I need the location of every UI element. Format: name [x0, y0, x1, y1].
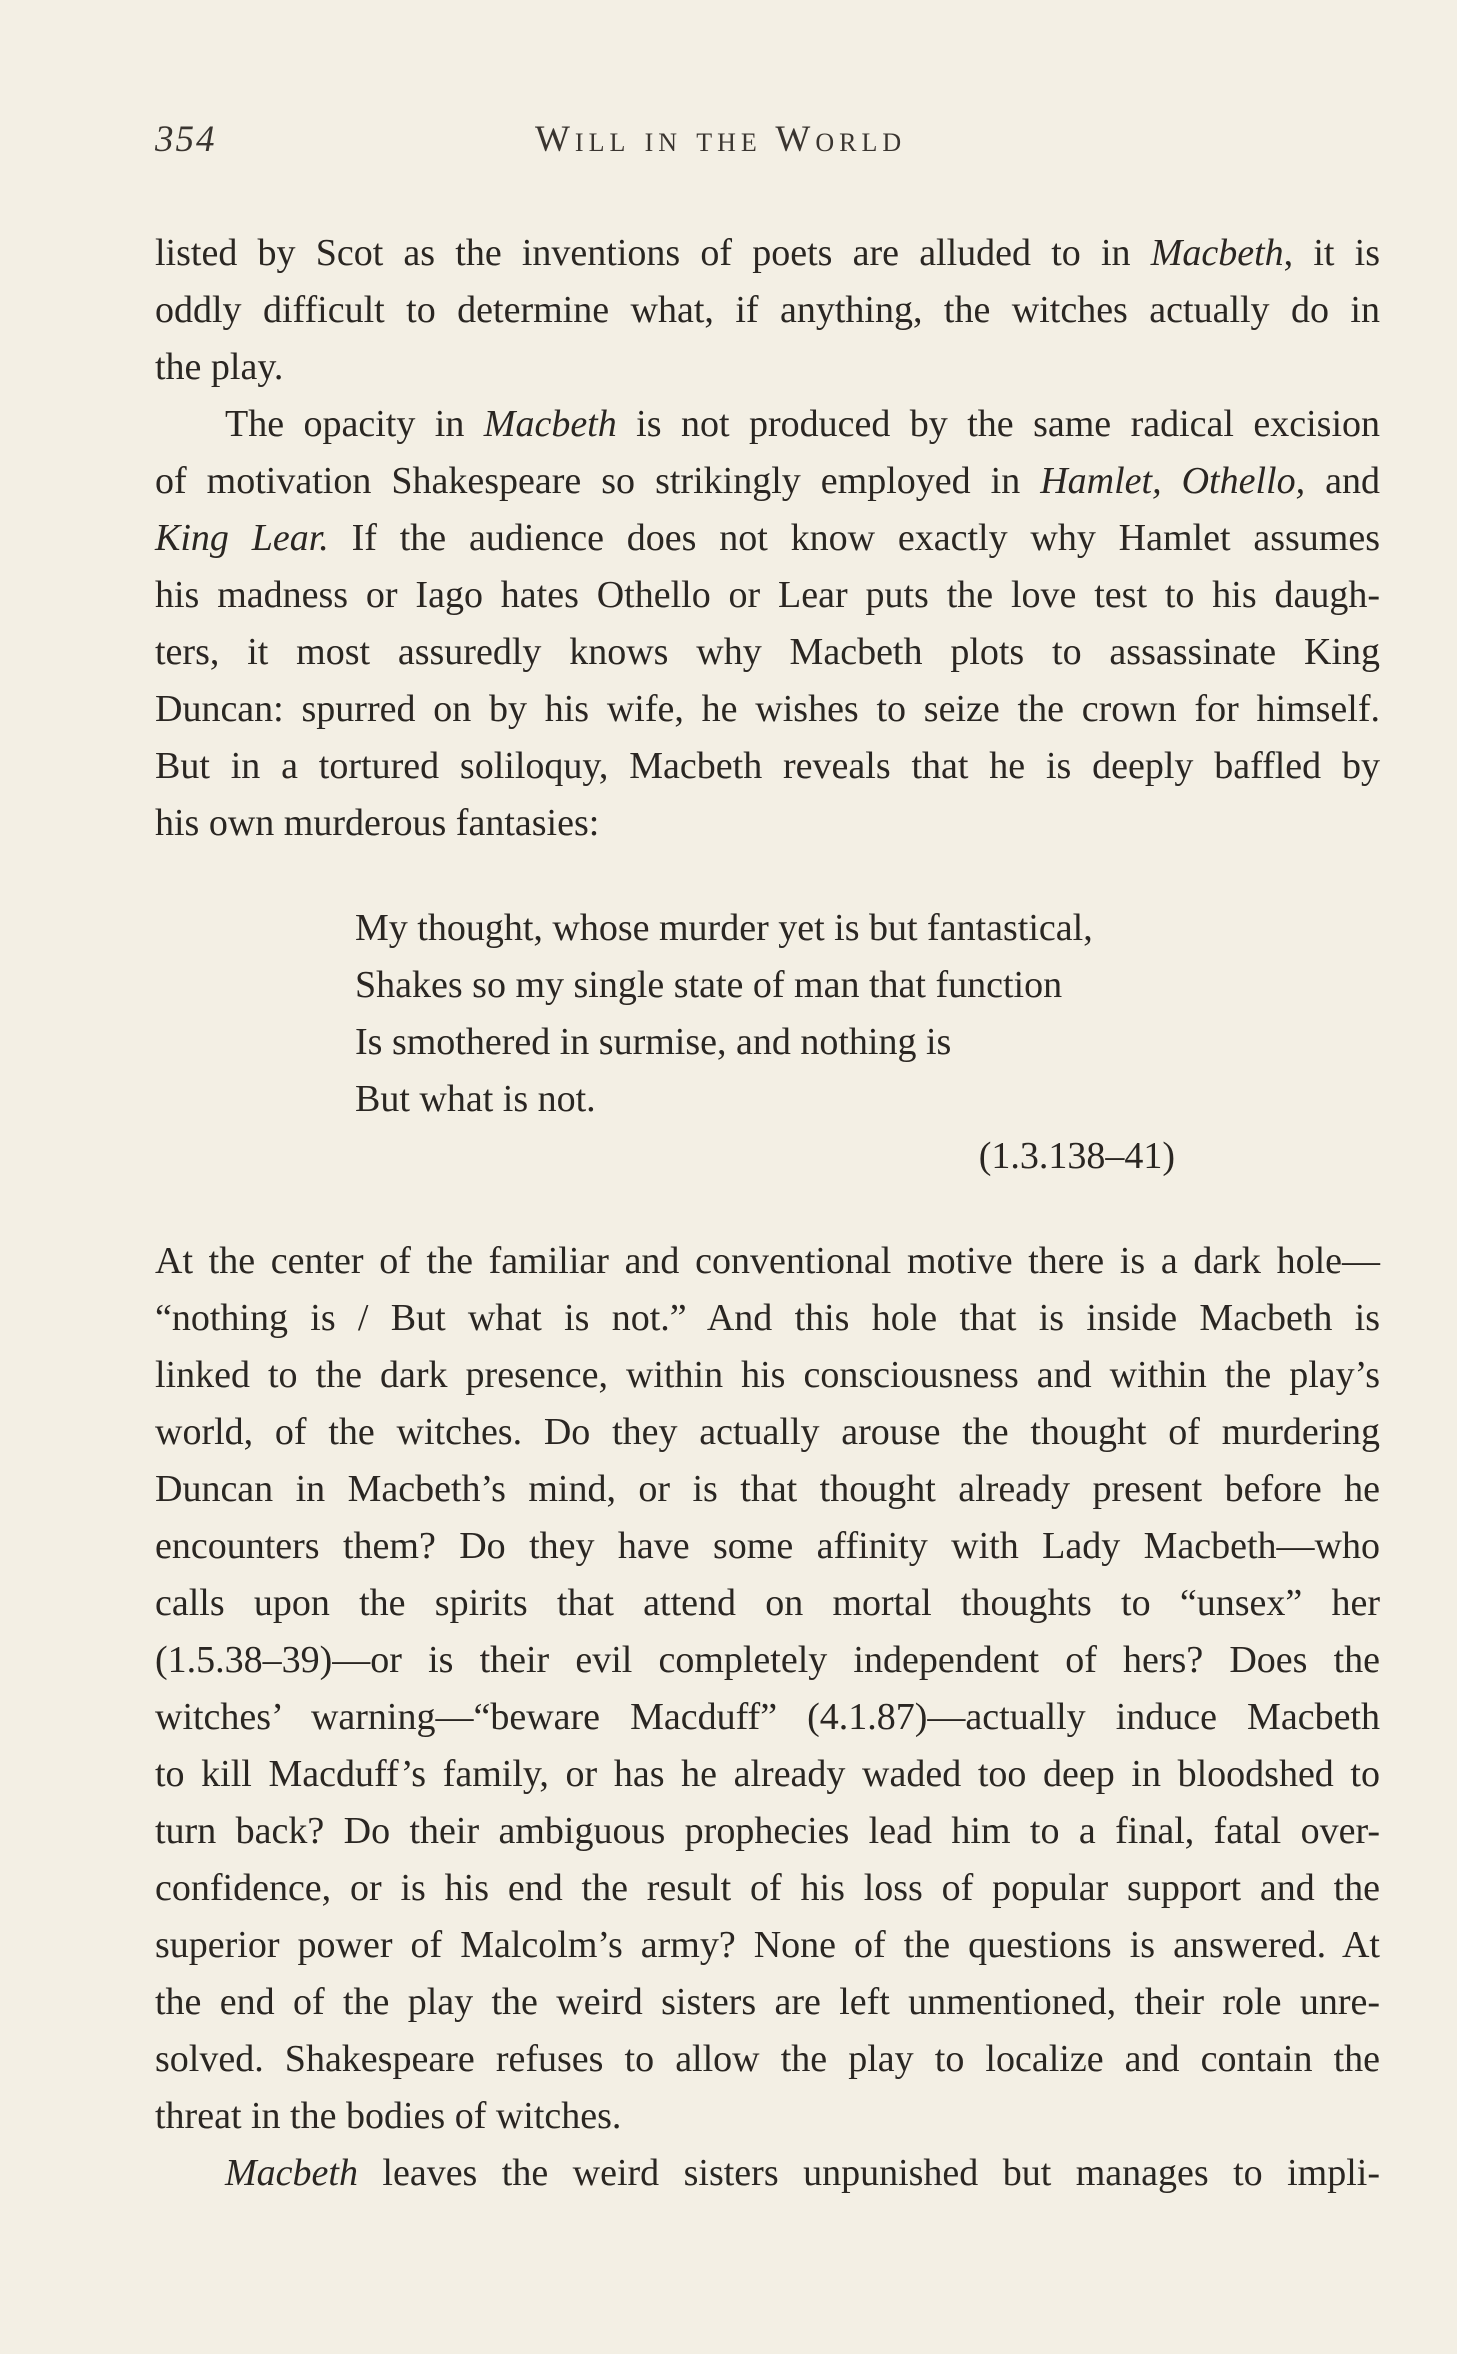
text-line: oddly difficult to determine what, if anything, the witches actually do in [155, 289, 1380, 331]
text-line: the play. [155, 346, 284, 388]
verse-quotation [155, 900, 1380, 1185]
text-line: ters, it most assuredly knows why Macbeth plots to assassinate King [155, 631, 1380, 673]
text-line: listed by Scot as the inventions of poets are alluded to in Macbeth, it is [155, 232, 1380, 274]
text-line: Macbeth leaves the weird sisters unpunished but manages to impli- [225, 2152, 1380, 2194]
body-text [155, 225, 1380, 2202]
page-number: 354 [155, 119, 217, 160]
verse-line: Shakes so my single state of man that function [355, 964, 1063, 1006]
text-line: The opacity in Macbeth is not produced by the same radical excision [225, 403, 1381, 445]
text-line: Duncan in Macbeth’s mind, or is that thought already present before he [155, 1468, 1380, 1510]
running-title: Will in the World [535, 119, 907, 160]
text-line: But in a tortured soliloquy, Macbeth reveals that he is deeply baffled by [155, 745, 1380, 787]
verse-line: My thought, whose murder yet is but fantastical, [355, 907, 1093, 949]
spacer [155, 852, 1380, 900]
text-line: the end of the play the weird sisters are left unmentioned, their role unre- [155, 1981, 1380, 2023]
text-line: world, of the witches. Do they actually arouse the thought of murdering [155, 1411, 1380, 1453]
text-line: Duncan: spurred on by his wife, he wishes to seize the crown for himself. [155, 688, 1380, 730]
verse-line: But what is not. [355, 1078, 596, 1120]
text-line: threat in the bodies of witches. [155, 2095, 622, 2137]
running-head [155, 118, 1380, 168]
text-line: his own murderous fantasies: [155, 802, 600, 844]
text-line: encounters them? Do they have some affinity with Lady Macbeth—who [155, 1525, 1380, 1567]
text-line: At the center of the familiar and conventional motive there is a dark hole— [155, 1240, 1380, 1282]
verse-line: Is smothered in surmise, and nothing is [355, 1021, 952, 1063]
text-line: calls upon the spirits that attend on mortal thoughts to “unsex” her [155, 1582, 1380, 1624]
text-line: witches’ warning—“beware Macduff” (4.1.87)—actually induce Macbeth [155, 1696, 1380, 1738]
text-line: to kill Macduff’s family, or has he already waded too deep in bloodshed to [155, 1753, 1380, 1795]
text-line: (1.5.38–39)—or is their evil completely independent of hers? Does the [155, 1639, 1380, 1681]
text-line: confidence, or is his end the result of his loss of popular support and the [155, 1867, 1380, 1909]
text-line: linked to the dark presence, within his consciousness and within the play’s [155, 1354, 1380, 1396]
text-line: of motivation Shakespeare so strikingly employed in Hamlet, Othello, and [155, 460, 1380, 502]
text-line: his madness or Iago hates Othello or Lear puts the love test to his daugh- [155, 574, 1380, 616]
spacer [155, 1185, 1380, 1233]
text-line: “nothing is / But what is not.” And this hole that is inside Macbeth is [155, 1297, 1380, 1339]
text-line: superior power of Malcolm’s army? None of the questions is answered. At [155, 1924, 1380, 1966]
verse-citation: (1.3.138–41) [978, 1135, 1175, 1177]
text-line: solved. Shakespeare refuses to allow the play to localize and contain the [155, 2038, 1380, 2080]
text-line: turn back? Do their ambiguous prophecies lead him to a final, fatal over- [155, 1810, 1380, 1852]
text-line: King Lear. If the audience does not know exactly why Hamlet assumes [155, 517, 1380, 559]
